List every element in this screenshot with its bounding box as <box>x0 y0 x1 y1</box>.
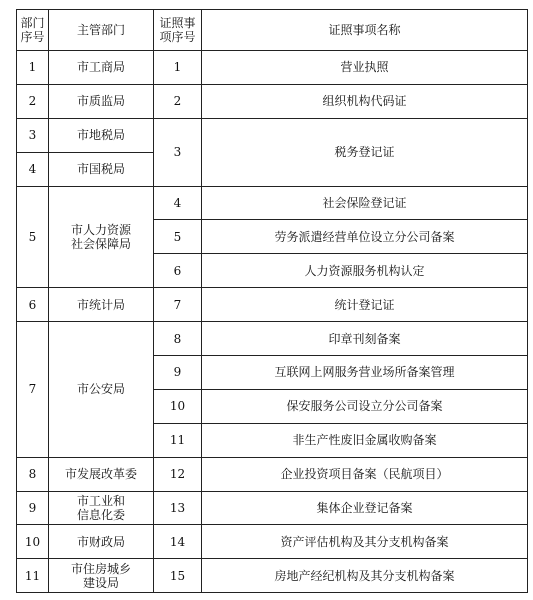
dept-cell: 市发展改革委 <box>49 457 154 491</box>
dept-no-cell: 3 <box>17 118 49 152</box>
dept-no-cell: 7 <box>17 322 49 458</box>
table-row <box>17 322 528 356</box>
header-dept-no: 部门 序号 <box>17 10 49 51</box>
item-no-cell: 14 <box>154 525 202 559</box>
dept-cell: 市财政局 <box>49 525 154 559</box>
dept-no-cell: 5 <box>17 186 49 288</box>
table-row <box>17 51 528 85</box>
dept-no-cell: 8 <box>17 457 49 491</box>
item-name-cell: 税务登记证 <box>202 118 528 186</box>
item-name-cell: 资产评估机构及其分支机构备案 <box>202 525 528 559</box>
item-name-cell: 人力资源服务机构认定 <box>202 254 528 288</box>
item-no-cell: 11 <box>154 423 202 457</box>
item-name-cell: 组织机构代码证 <box>202 84 528 118</box>
table-row <box>17 491 528 525</box>
table-row <box>17 118 528 152</box>
item-name-cell: 非生产性废旧金属收购备案 <box>202 423 528 457</box>
item-name-cell: 统计登记证 <box>202 288 528 322</box>
dept-cell: 市工商局 <box>49 51 154 85</box>
dept-no-cell: 1 <box>17 51 49 85</box>
header-row <box>17 10 528 51</box>
item-no-cell: 8 <box>154 322 202 356</box>
table-row <box>17 84 528 118</box>
item-no-cell: 2 <box>154 84 202 118</box>
dept-no-cell: 6 <box>17 288 49 322</box>
dept-cell: 市质监局 <box>49 84 154 118</box>
item-no-cell: 7 <box>154 288 202 322</box>
item-no-cell: 4 <box>154 186 202 220</box>
item-name-cell: 保安服务公司设立分公司备案 <box>202 389 528 423</box>
header-dept: 主管部门 <box>49 10 154 51</box>
dept-cell: 市公安局 <box>49 322 154 458</box>
item-name-cell: 劳务派遣经营单位设立分公司备案 <box>202 220 528 254</box>
item-no-cell: 12 <box>154 457 202 491</box>
item-no-cell: 10 <box>154 389 202 423</box>
table-container <box>16 9 528 593</box>
item-no-cell: 1 <box>154 51 202 85</box>
dept-cell: 市人力资源 社会保障局 <box>49 186 154 288</box>
item-no-cell: 13 <box>154 491 202 525</box>
table-row <box>17 559 528 593</box>
item-name-cell: 集体企业登记备案 <box>202 491 528 525</box>
item-name-cell: 互联网上网服务营业场所备案管理 <box>202 356 528 390</box>
dept-cell: 市统计局 <box>49 288 154 322</box>
table-row <box>17 525 528 559</box>
item-name-cell: 企业投资项目备案（民航项目） <box>202 457 528 491</box>
item-name-cell: 印章刊刻备案 <box>202 322 528 356</box>
dept-no-cell: 11 <box>17 559 49 593</box>
header-item-name: 证照事项名称 <box>202 10 528 51</box>
dept-no-cell: 2 <box>17 84 49 118</box>
item-no-cell: 5 <box>154 220 202 254</box>
table-row <box>17 457 528 491</box>
item-no-cell: 15 <box>154 559 202 593</box>
dept-cell: 市国税局 <box>49 152 154 186</box>
item-no-cell: 6 <box>154 254 202 288</box>
table-row <box>17 186 528 220</box>
license-table <box>16 9 528 593</box>
dept-no-cell: 10 <box>17 525 49 559</box>
dept-cell: 市住房城乡 建设局 <box>49 559 154 593</box>
item-name-cell: 房地产经纪机构及其分支机构备案 <box>202 559 528 593</box>
table-row <box>17 288 528 322</box>
dept-cell: 市地税局 <box>49 118 154 152</box>
item-no-cell: 3 <box>154 118 202 186</box>
item-name-cell: 社会保险登记证 <box>202 186 528 220</box>
header-item-no: 证照事 项序号 <box>154 10 202 51</box>
dept-cell: 市工业和 信息化委 <box>49 491 154 525</box>
dept-no-cell: 9 <box>17 491 49 525</box>
dept-no-cell: 4 <box>17 152 49 186</box>
item-no-cell: 9 <box>154 356 202 390</box>
item-name-cell: 营业执照 <box>202 51 528 85</box>
